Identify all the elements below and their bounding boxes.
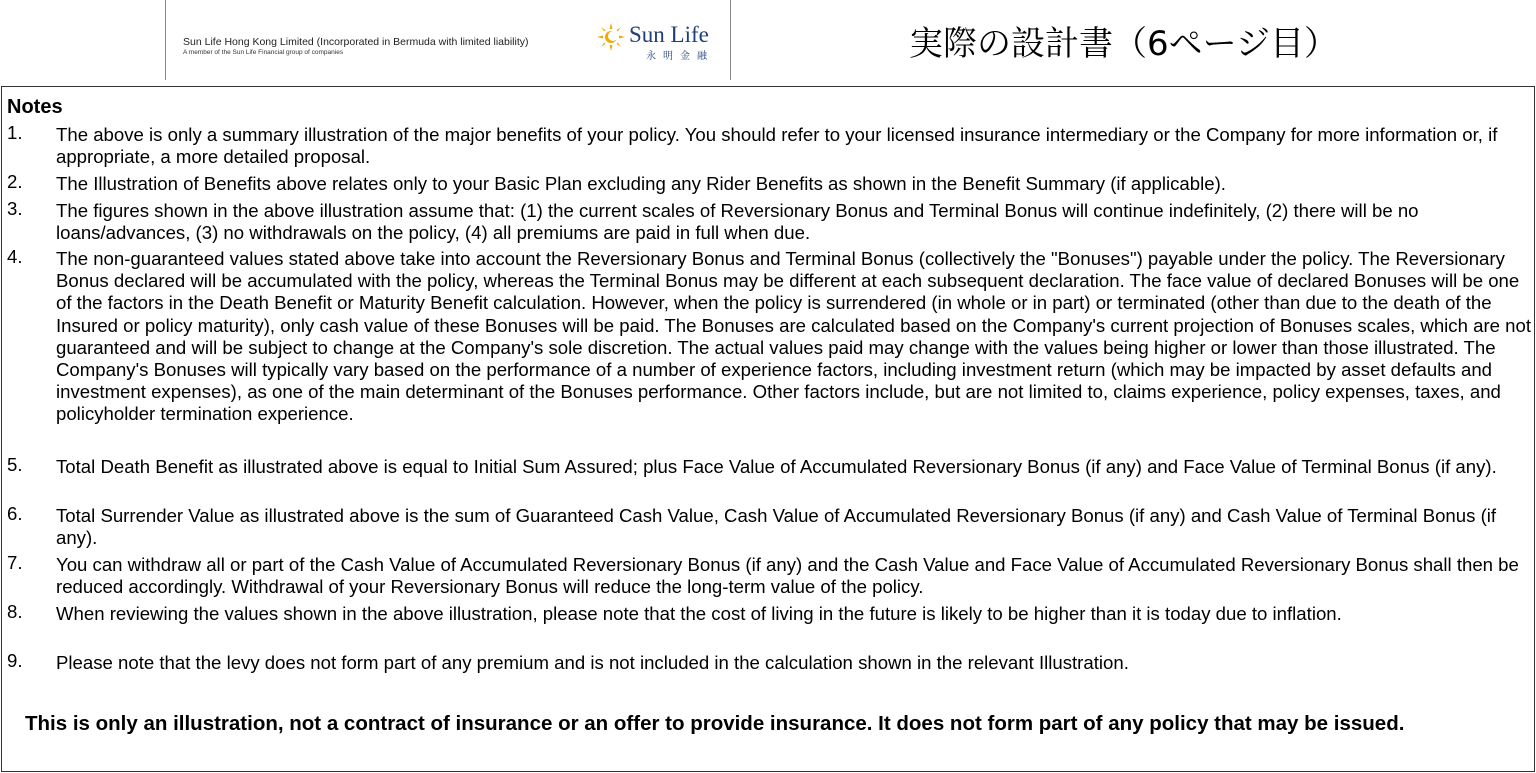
company-line: Sun Life Hong Kong Limited (Incorporated in Bermuda with limited liability) [183,36,529,48]
note-text: When reviewing the values shown in the above illustration, please note that the cost of living in the future is likely to be higher than it is today due to inflation. [56,603,1342,624]
note-text: Total Death Benefit as illustrated above is equal to Initial Sum Assured; plus Face Value of Accumulated Reversionary Bonus (if any) and Face Value of Terminal Bonus (if any). [56,456,1497,477]
logo-wordmark: Sun Life [629,22,709,47]
note-number: 9. [7,650,23,671]
note-text: Total Surrender Value as illustrated above is the sum of Guaranteed Cash Value, Cash Value of Accumulated Reversionary Bonus (if any) and Cash Value of Terminal Bonus (if any). [56,505,1497,549]
note-text: Please note that the levy does not form part of any premium and is not included in the calculation shown in the relevant Illustration. [56,652,1129,673]
note-text: You can withdraw all or part of the Cash Value of Accumulated Reversionary Bonus (if any) and the Cash Value and Face Value of Accumulated Reversionary Bonus shall then be reduced accordingly. Withdrawal of your Reversionary Bonus will reduce the long-term value of the policy. [56,554,1519,598]
note-number: 7. [7,552,23,573]
sun-logo-icon [596,22,626,52]
note-text: The non-guaranteed values stated above take into account the Reversionary Bonus and Terminal Bonus (collectively the "Bonuses") payable under the policy. The Reversionary Bonus declared will be accumulated with the policy, whereas the Terminal Bonus may be different at each subsequent declaration. The face value of declared Bonuses will be one of the factors in the Death Benefit or Maturity Benefit calculation. However, when the policy is surrendered (in whole or in part) or terminated (other than due to the death of the Insured or policy maturity), only cash value of these Bonuses will be paid. The Bonuses are calculated based on the Company's current projection of Bonuses scales, which are not guaranteed and will be subject to change at the Company's sole discretion. The actual values paid may change with the values being higher or lower than those illustrated. The Company's Bonuses will typically vary based on the performance of a number of experience factors, including investment return (which may be impacted by asset defaults and investment expenses), as one of the main determinant of the Bonuses performance. Other factors include, but are not limited to, claims experience, policy expenses, taxes, and policyholder termination experience. [56,248,1531,425]
note-text: The Illustration of Benefits above relates only to your Basic Plan excluding any Rider Benefits as shown in the Benefit Summary (if applicable). [56,173,1226,194]
note-item-4 [7,248,1532,426]
note-number: 8. [7,601,23,622]
illustration-disclaimer: This is only an illustration, not a contract of insurance or an offer to provide insurance. It does not form part of any policy that may be issued. [25,712,1405,735]
logo-chinese-name: 永明金融 [646,51,714,62]
note-number: 5. [7,454,23,475]
sun-life-logo [596,18,721,68]
note-number: 1. [7,122,23,143]
note-number: 4. [7,246,23,267]
note-text: The figures shown in the above illustration assume that: (1) the current scales of Reversionary Bonus and Terminal Bonus will continue indefinitely, (2) there will be no loans/advances, (3) no withdrawals on the policy, (4) all premiums are paid in full when due. [56,200,1419,244]
note-item-1 [7,124,1532,168]
note-number: 3. [7,198,23,219]
note-item-9 [7,652,1532,674]
note-item-3 [7,200,1532,244]
note-item-6 [7,505,1532,549]
notes-heading: Notes [7,96,63,118]
note-number: 6. [7,503,23,524]
page-title: 実際の設計書（6ページ目） [909,24,1338,64]
note-text: The above is only a summary illustration of the major benefits of your policy. You should refer to your licensed insurance intermediary or the Company for more information or, if appropriate, a more detailed proposal. [56,124,1498,168]
member-line: A member of the Sun Life Financial group of companies [183,49,344,56]
note-item-8 [7,603,1532,625]
note-item-2 [7,173,1532,195]
insurer-header [165,0,731,80]
note-item-5 [7,456,1532,478]
note-number: 2. [7,171,23,192]
note-item-7 [7,554,1532,598]
